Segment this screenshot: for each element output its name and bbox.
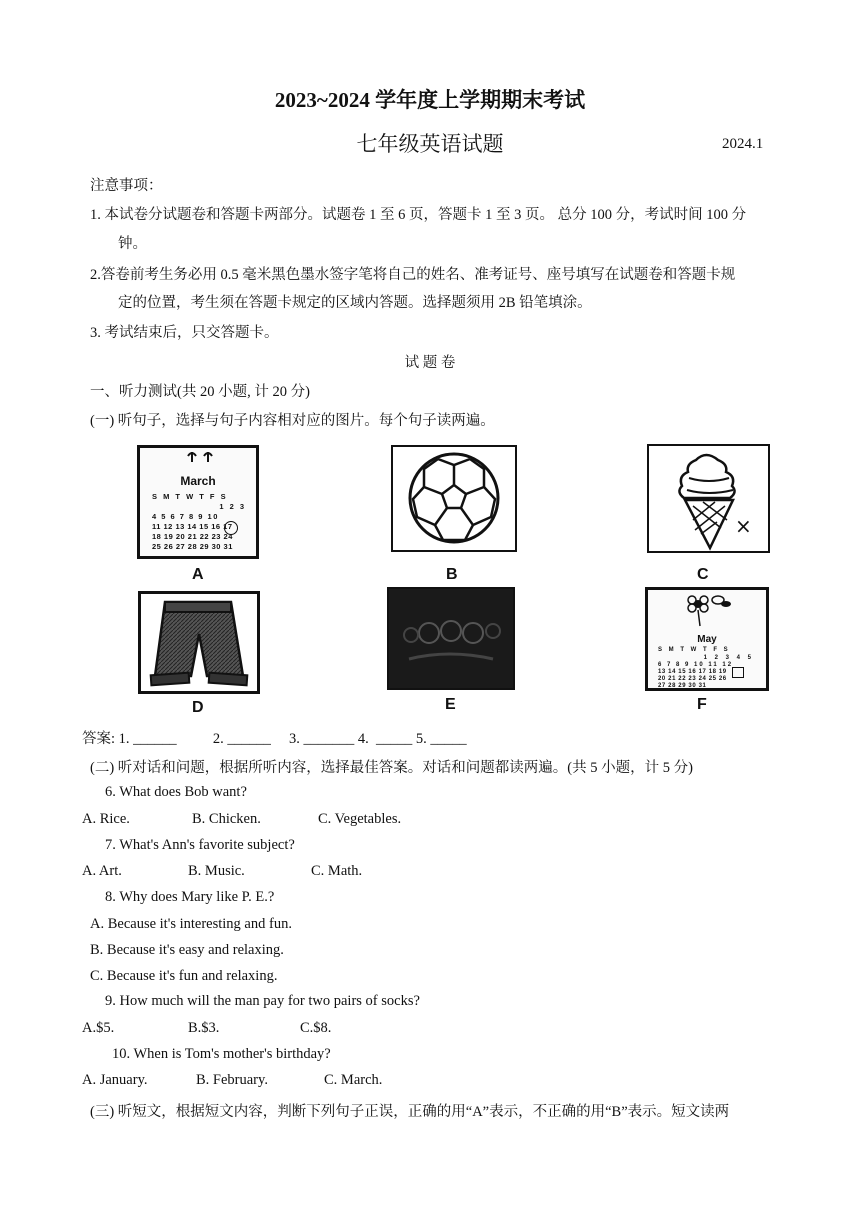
exam-date: 2024.1 [722,136,764,152]
figure-c-label: C [697,566,709,583]
figure-f-label: F [697,696,707,713]
calendar-month-label: May [697,634,717,645]
calendar-row: 27 28 29 30 31 [658,683,707,689]
q6-option-b: B. Chicken. [192,811,261,827]
q10-option-b: B. February. [196,1072,268,1088]
calendar-row: 1 2 3 [219,502,246,511]
q7-option-a: A. Art. [82,863,122,879]
calendar-row: 1 2 3 4 5 [703,655,754,661]
part1-sub2: (二) 听对话和问题，根据所听内容，选择最佳答案。对话和问题都读两遍。(共 5 小题，计 5 分) [90,760,693,776]
q10-option-a: A. January. [82,1072,148,1088]
q9-option-a: A.$5. [82,1020,115,1036]
figure-c-ice-cream [647,444,770,553]
part1-heading: 一、听力测试(共 20 小题, 计 20 分) [90,384,310,400]
figure-f-may-calendar [645,587,769,691]
part1-sub1: (一) 听句子，选择与句子内容相对应的图片。每个句子读两遍。 [90,413,495,429]
calendar-day-header: S M T W T F S [658,647,731,653]
question-10: 10. When is Tom's mother's birthday? [112,1046,331,1062]
figure-a-label: A [192,566,204,583]
shorts-icon [141,594,257,691]
note-2-line1: 2.答卷前考生务必用 0.5 毫米黑色墨水签字笔将自己的姓名、准考证号、座号填写在试题卷和答题卡规 [90,267,736,283]
note-1-line2: 钟。 [118,236,147,252]
note-1-line1: 1. 本试卷分试题卷和答题卡两部分。试题卷 1 至 6 页，答题卡 1 至 3 页。 总分 100 分，考试时间 100 分 [90,207,747,223]
calendar-month-label: March [180,474,216,488]
figure-b-label: B [446,566,458,583]
section-title: 试 题 卷 [404,355,456,371]
figure-e-dark-picture [387,587,515,690]
calendar-row: 13 14 15 16 17 18 19 [658,669,727,675]
question-9: 9. How much will the man pay for two pairs of socks? [105,993,420,1009]
calendar-row: 4 5 6 7 8 9 10 [152,512,219,521]
q6-option-c: C. Vegetables. [318,811,402,827]
calendar-row: 18 19 20 21 22 23 24 [152,532,233,541]
cross-mark: × [735,514,752,538]
flower-icon [648,590,766,630]
calendar-row: 20 21 22 23 24 25 26 [658,676,727,682]
calendar-row: 25 26 27 28 29 30 31 [152,542,233,551]
calendar-day-header: S M T W T F S [152,492,228,501]
notes-heading: 注意事项： [90,178,163,194]
night-scene-icon [389,589,513,688]
calendar-row: 6 7 8 9 10 11 12 [658,662,734,668]
q7-option-b: B. Music. [188,863,245,879]
q9-option-b: B.$3. [188,1020,220,1036]
soccer-ball-icon [393,447,515,550]
calendar-row: 11 12 13 14 15 16 17 [152,522,233,531]
question-8: 8. Why does Mary like P. E.? [105,889,275,905]
part1-sub3: (三) 听短文，根据短文内容，判断下列句子正误，正确的用“A”表示，不正确的用“B”表示。短文读两 [90,1104,730,1120]
figure-a-march-calendar [137,445,259,559]
q9-option-c: C.$8. [300,1020,332,1036]
figure-e-label: E [445,696,456,713]
q8-option-a: A. Because it's interesting and fun. [90,916,292,932]
q8-option-b: B. Because it's easy and relaxing. [90,942,284,958]
exam-title: 2023~2024 学年度上学期期末考试 [274,88,586,112]
figure-d-shorts [138,591,260,694]
answer-blanks: 答案: 1. ______ 2. ______ 3. _______ 4. _____ 5. _____ [82,731,467,747]
q6-option-a: A. Rice. [82,811,130,827]
figure-d-label: D [192,699,204,716]
q8-option-c: C. Because it's fun and relaxing. [90,968,278,984]
boxed-date-mark [732,667,744,678]
exam-subtitle: 七年级英语试题 [356,132,504,156]
question-7: 7. What's Ann's favorite subject? [105,837,295,853]
q7-option-c: C. Math. [311,863,363,879]
circled-date-mark [224,521,238,535]
flower-sprout-icon [140,448,260,472]
note-2-line2: 定的位置，考生须在答题卡规定的区域内答题。选择题须用 2B 铅笔填涂。 [118,295,592,311]
figure-b-soccer-ball [391,445,517,552]
note-3: 3. 考试结束后，只交答题卡。 [90,325,279,341]
question-6: 6. What does Bob want? [105,784,247,800]
q10-option-c: C. March. [324,1072,383,1088]
